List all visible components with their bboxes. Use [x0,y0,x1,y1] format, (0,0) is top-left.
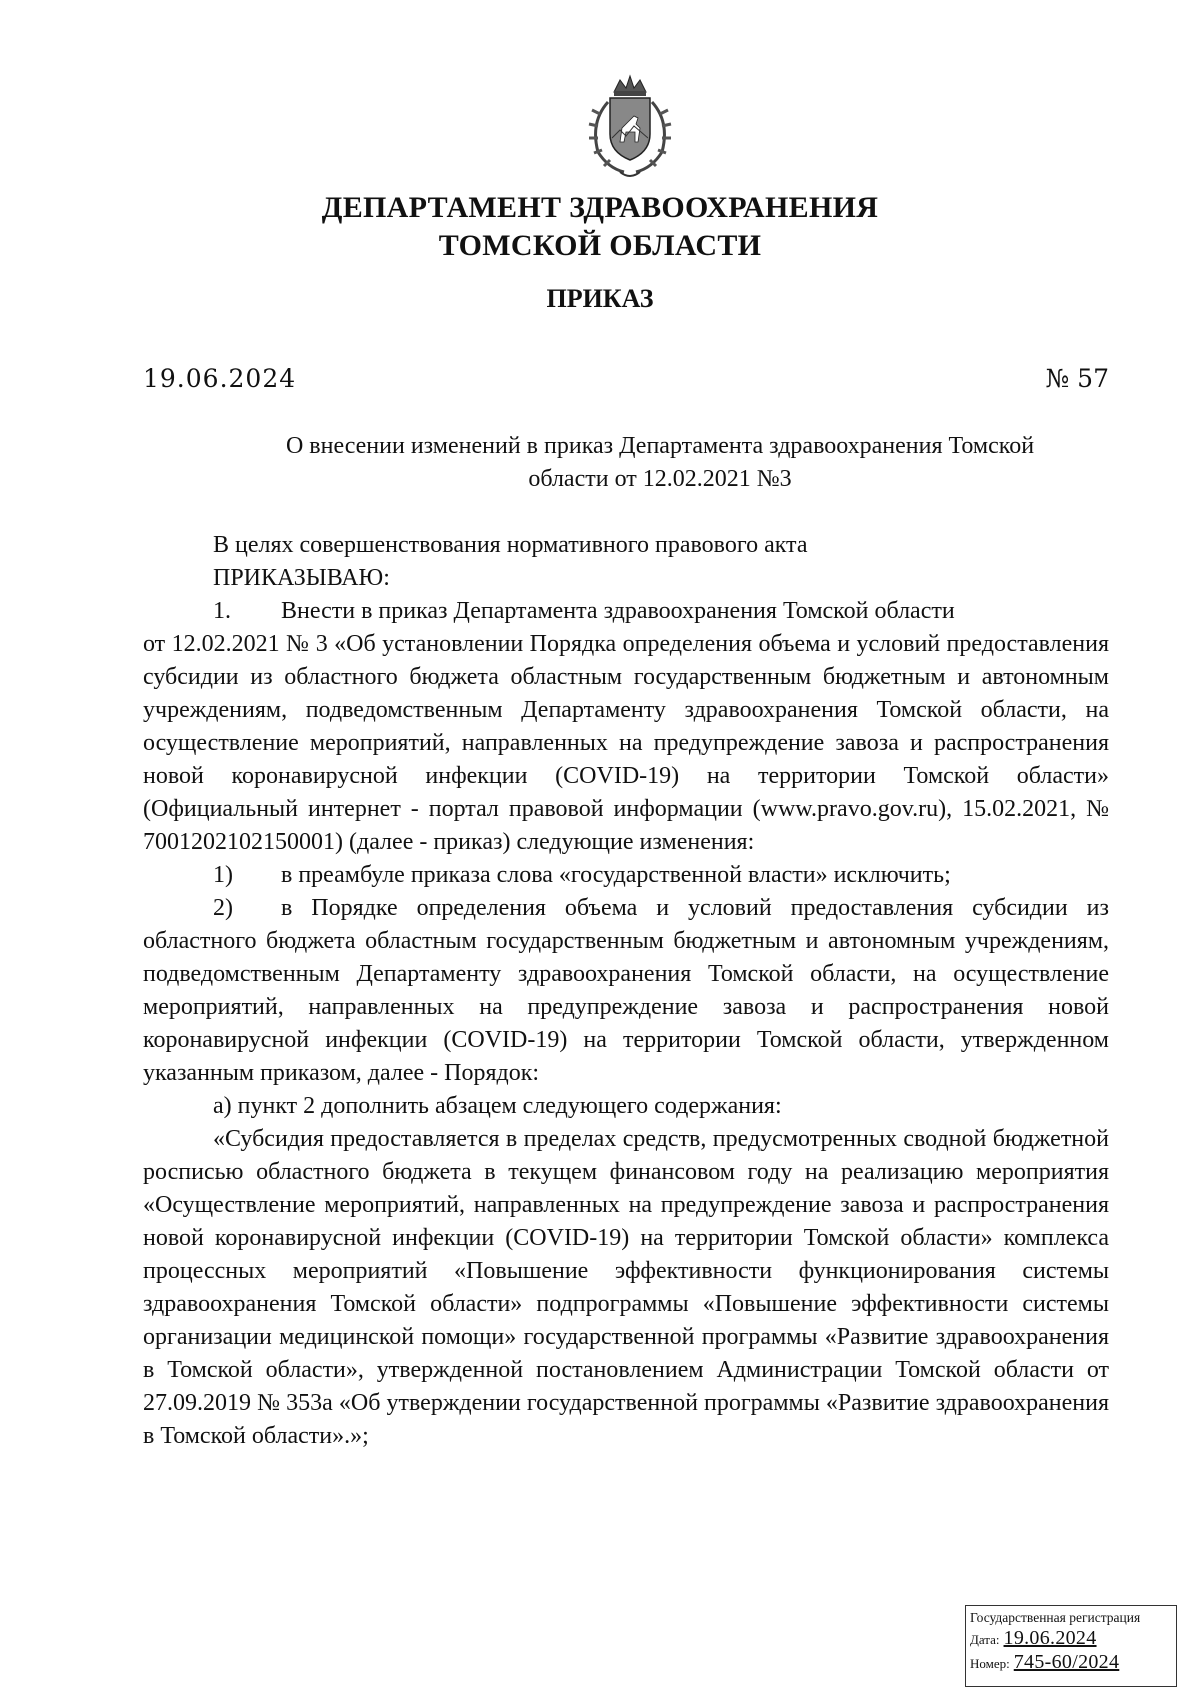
registration-number-label: Номер: [970,1656,1010,1671]
subitem-2-text: в Порядке определения объема и условий предоставления субсидии из областного бюджета областным государственным бюджетным и автономным учреждениям, подведомственным Департаменту здравоохранения Томской области, на осуществление мероприятий, направленных на предупреждение завоза и распространения новой коронавирусной инфекции (COVID-19) на территории Томской области, утвержденном указанным приказом, далее - Порядок: [143,895,1109,1086]
department-name-line1: ДЕПАРТАМЕНТ ЗДРАВООХРАНЕНИЯ [321,191,879,224]
department-name-line2: ТОМСКОЙ ОБЛАСТИ [438,229,762,262]
registration-stamp [965,1605,1177,1687]
subitem-2-number: 2) [213,895,233,921]
item-1-paragraph: от 12.02.2021 № 3 «Об установлении Порядка определения объема и условий предоставления субсидии из областного бюджета областным государственным бюджетным и автономным учреждениям, подведомственным Департаменту здравоохранения Томской области, на осуществление мероприятий, направленных на предупреждение завоза и распространения новой коронавирусной инфекции (COVID-19) на территории Томской области» (Официальный интернет - портал правовой информации (www.pravo.gov.ru), 15.02.2021, № 7001202102150001) (далее - приказ) следующие изменения: [143,631,1109,855]
subject-line-1: О внесении изменений в приказ Департамента здравоохранения Томской [285,433,1035,459]
order-subject [210,430,1110,496]
document-type-title: ПРИКАЗ [546,284,654,313]
registration-title: Государственная регистрация [970,1610,1141,1625]
item-1-first-line [143,595,1109,628]
registration-date-label: Дата: [970,1632,1000,1647]
order-number: № 57 [1045,364,1109,393]
subitem-2-paragraph [143,892,1109,1090]
order-body [143,529,1109,1453]
subitem-1-paragraph [143,859,1109,892]
registration-date-row [966,1626,1176,1650]
purpose-paragraph: В целях совершенствования нормативного правового акта [213,532,808,558]
subject-line-2: области от 12.02.2021 №3 [528,466,792,492]
subitem-a-paragraph: а) пункт 2 дополнить абзацем следующего содержания: [213,1093,782,1119]
quoted-paragraph: «Субсидия предоставляется в пределах средств, предусмотренных сводной бюджетной росписью областного бюджета в текущем финансовом году на реализацию мероприятия «Осуществление мероприятий, направленных на предупреждение завоза и распространения новой коронавирусной инфекции (COVID-19) на территории Томской области» комплекса процессных мероприятий «Повышение эффективности функционирования системы здравоохранения Томской области» подпрограммы «Повышение эффективности системы организации медицинской помощи» государственной программы «Развитие здравоохранения в Томской области», утвержденной постановлением Администрации Томской области от 27.09.2019 № 353а «Об утверждении государственной программы «Развитие здравоохранения в Томской области».»; [143,1126,1109,1449]
registration-number-value: 745-60/2024 [1013,1651,1120,1673]
order-word: ПРИКАЗЫВАЮ: [213,565,390,591]
item-1-number: 1. [213,598,231,624]
subitem-1-number: 1) [213,862,233,888]
coat-of-arms-icon [564,72,696,182]
registration-number-row [966,1650,1176,1674]
item-1-first: Внести в приказ Департамента здравоохранения Томской области [281,598,955,624]
subitem-1-text: в преамбуле приказа слова «государственной власти» исключить; [281,862,951,888]
order-date: 19.06.2024 [143,364,297,393]
registration-date-value: 19.06.2024 [1003,1627,1097,1649]
